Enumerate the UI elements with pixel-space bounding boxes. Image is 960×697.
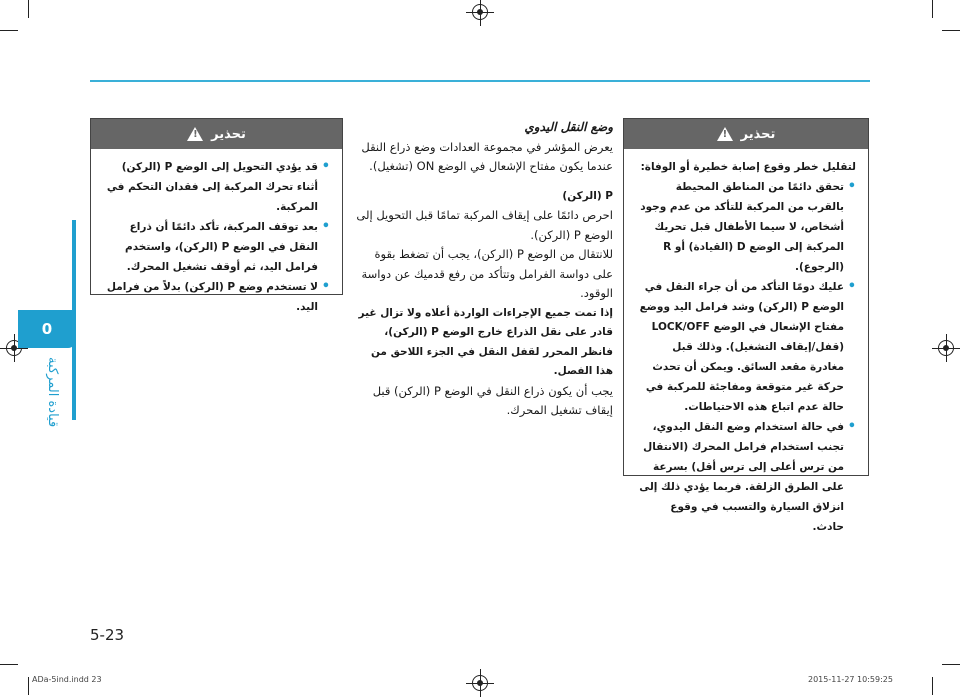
warning-bullet: • لا تستخدم وضع P (الركن) بدلاً من فرامل اليد. (105, 277, 330, 317)
warning-triangle-icon (717, 127, 733, 141)
crop-mark (942, 30, 960, 31)
registration-mark-icon (938, 340, 954, 356)
warning-body (91, 149, 342, 327)
park-subheading: P (الركن) (562, 189, 613, 202)
park-paragraph: احرص دائمًا على إيقاف المركبة تمامًا قبل التحويل إلى الوضع P (الركن). (356, 208, 613, 242)
footer-timestamp: 2015-11-27 10:59:25 (808, 675, 893, 684)
warning-box-left (90, 118, 343, 313)
warning-header (624, 119, 868, 149)
warning-header (91, 119, 342, 149)
park-note: إذا تمت جميع الإجراءات الواردة أعلاه ولا تزال غير قادر على نقل الذراع خارج الوضع P (الركن)، فانظر المحرر لقفل النقل في الجزء اللاحق من هذا الفصل. (358, 306, 613, 377)
warning-intro: لتقليل خطر وقوع إصابة خطيرة أو الوفاة: (640, 161, 856, 173)
header-rule (90, 80, 870, 82)
warning-title: تحذير (740, 126, 776, 142)
warning-triangle-icon (187, 127, 203, 141)
chapter-tab (18, 310, 76, 348)
crop-mark (932, 677, 933, 695)
warning-box-right (623, 118, 869, 533)
park-paragraph: للانتقال من الوضع P (الركن)، يجب أن تضغط بقوة على دواسة الفرامل وتتأكد من رفع قدميك عن دواسة الوقود. (361, 247, 613, 300)
park-paragraph: يجب أن يكون ذراع النقل في الوضع P (الركن) قبل إيقاف تشغيل المحرك. (372, 383, 613, 417)
crop-mark (0, 664, 18, 665)
crop-mark (0, 30, 18, 31)
page-number: 5-23 (90, 626, 125, 644)
chapter-label: قيادة المركبة (45, 356, 60, 428)
warning-bullet: • في حالة استخدام وضع النقل اليدوي، تجنب استخدام فرامل المحرك (الانتقال من ترس أعلى إلى ترس أقل) بسرعة على الطرق الزلقة. فربما يؤدي ذلك إلى انزلاق السيارة والتسبب في وقوع حادث. (638, 417, 856, 537)
footer-file: ADa-5ind.indd 23 (32, 675, 102, 684)
warning-bullet: • بعد توقف المركبة، تأكد دائمًا أن ذراع النقل في الوضع P (الركن)، واستخدم فرامل اليد، ثم أوقف تشغيل المحرك. (105, 217, 330, 277)
warning-bullet: • عليك دومًا التأكد من أن جراء النقل في الوضع P (الركن) وشد فرامل اليد ووضع مفتاح الإشعال في الوضع LOCK/OFF (قفل/إيقاف التشغيل). وذلك قبل مغادرة مقعد السائق. ويمكن أن تحدث حركة غير متوقعة ومفاجئة للمركبة في حالة عدم اتباع هذه الاحتياطات. (638, 277, 856, 417)
crop-mark (28, 0, 29, 18)
warning-title: تحذير (211, 126, 246, 142)
section-heading: وضع النقل اليدوي (524, 120, 613, 134)
warning-bullet: • تحقق دائمًا من المناطق المحيطة بالقرب من المركبة للتأكد من عدم وجود أشخاص، لا سيما الأطفال قبل تحريك المركبة إلى الوضع D (القيادة) أو R (الرجوع). (638, 177, 856, 277)
chapter-number: 0 (41, 320, 53, 338)
crop-mark (932, 0, 933, 18)
registration-mark-icon (472, 4, 488, 20)
warning-bullet: • قد يؤدي التحويل إلى الوضع P (الركن) أثناء تحرك المركبة إلى فقدان التحكم في المركبة. (105, 157, 330, 217)
registration-mark-icon (472, 675, 488, 691)
crop-mark (28, 677, 29, 695)
warning-body (624, 149, 868, 547)
crop-mark (942, 664, 960, 665)
section-intro: يعرض المؤشر في مجموعة العدادات وضع ذراع النقل عندما يكون مفتاح الإشعال في الوضع ON (تشغيل). (361, 139, 613, 173)
manual-mode-section (355, 118, 613, 421)
